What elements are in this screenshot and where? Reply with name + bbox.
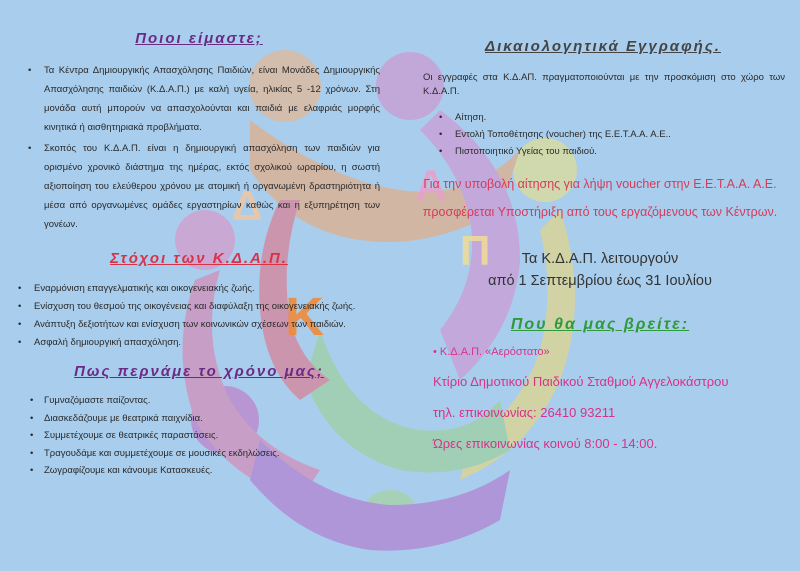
logo-letter-alpha: Α (415, 161, 447, 210)
list-item: • Τα Κέντρα Δημιουργικής Απασχόλησης Παιδιών, είναι Μονάδες Δημιουργικής Απασχόλησης παιδιών (Κ.Δ.Α.Π.) με καλή υγεία, ηλικίας 5 -12 χρόνων. Στη μονάδα αυτή μπορούν να απασχολούνται και παιδιά με ελαφριάς μορφής κινητικά ή αισθητηριακά προβλήματα. (18, 61, 380, 137)
public-hours: Ώρες επικοινωνίας κοινού 8:00 - 14:00. (433, 435, 658, 451)
logo-letter-kappa: Κ (285, 287, 324, 347)
voucher-support-text: Για την υποβολή αίτησης για λήψη voucher στην Ε.Ε.Τ.Α.Α. Α.Ε. προσφέρεται Υποστήριξη από τους εργαζόμενους των Κέντρων. (422, 176, 778, 219)
list-item: • Ενίσχυση του θεσμού της οικογένειας και διαφύλαξη της οικογενειακής ζωής. (18, 299, 380, 315)
list-item: • Ασφαλή δημιουργική απασχόληση. (18, 335, 380, 351)
operating-line-2: από 1 Σεπτεμβρίου έως 31 Ιουλίου (488, 272, 712, 289)
address: Κτίριο Δημοτικού Παιδικού Σταθμού Αγγελοκάστρου (433, 373, 729, 389)
goals-heading: Στόχοι των Κ.Δ.Α.Π. (110, 250, 288, 267)
spend-heading: Πως περνάμε το χρόνο μας; (74, 363, 324, 380)
list-item: • Ανάπτυξη δεξιοτήτων και ενίσχυση των κοινωνικών σχέσεων των παιδιών. (18, 317, 380, 333)
list-item: • Αίτηση. (415, 109, 785, 126)
docs-list (415, 109, 785, 160)
docs-heading: Δικαιολογητικά Εγγραφής. (485, 38, 721, 55)
logo-letter-delta: Δ (232, 182, 263, 229)
phone: τηλ. επικοινωνίας: 26410 93211 (433, 404, 616, 420)
logo-letter-pi: Π (460, 227, 491, 274)
list-item: • Σκοπός του Κ.Δ.Α.Π. είναι η δημιουργική απασχόληση των παιδιών για ορισμένο χρονικό διάστημα της ημέρας, εκτός σχολικού ωραρίου, η σωστή αξιοποίηση του ελεύθερου χρόνου με ατομική ή οργανωμένη δραστηριότητα ή μέσα από οργανωμένες ομάδες εργαστηρίων καθώς και η εξυπηρέτηση των γονέων. (18, 139, 380, 234)
operating-line-1: Τα Κ.Δ.Α.Π. λειτουργούν (521, 250, 679, 267)
list-item: • Ζωγραφίζουμε και κάνουμε Κατασκευές. (18, 462, 380, 480)
center-name: • Κ.Δ.Α.Π. «Αερόστατο» (433, 345, 550, 358)
find-us-heading: Που θα μας βρείτε: (510, 315, 690, 333)
goals-list (18, 281, 380, 351)
list-item: • Εναρμόνιση επαγγελματικής και οικογενειακής ζωής. (18, 281, 380, 297)
list-item: • Γυμναζόμαστε παίζοντας. (18, 392, 380, 410)
who-heading: Ποιοι είμαστε; (135, 30, 263, 47)
docs-intro: Οι εγγραφές στα Κ.Δ.ΑΠ. πραγματοποιούνται με την προσκόμιση στο χώρο των Κ.Δ.Α.Π. (423, 72, 785, 97)
list-item: • Συμμετέχουμε σε θεατρικές παραστάσεις. (18, 427, 380, 445)
right-column (415, 38, 785, 451)
operating-period (415, 248, 785, 292)
left-column (18, 30, 380, 480)
list-item: • Εντολή Τοποθέτησης (voucher) της Ε.Ε.Τ.Α.Α. Α.Ε.. (415, 126, 785, 143)
contact-info (433, 346, 785, 451)
who-list (18, 61, 380, 234)
list-item: • Διασκεδάζουμε με θεατρικά παιχνίδια. (18, 410, 380, 428)
spend-list (18, 392, 380, 480)
list-item: • Τραγουδάμε και συμμετέχουμε σε μουσικές εκδηλώσεις. (18, 445, 380, 463)
list-item: • Πιστοποιητικό Υγείας του παιδιού. (415, 143, 785, 160)
